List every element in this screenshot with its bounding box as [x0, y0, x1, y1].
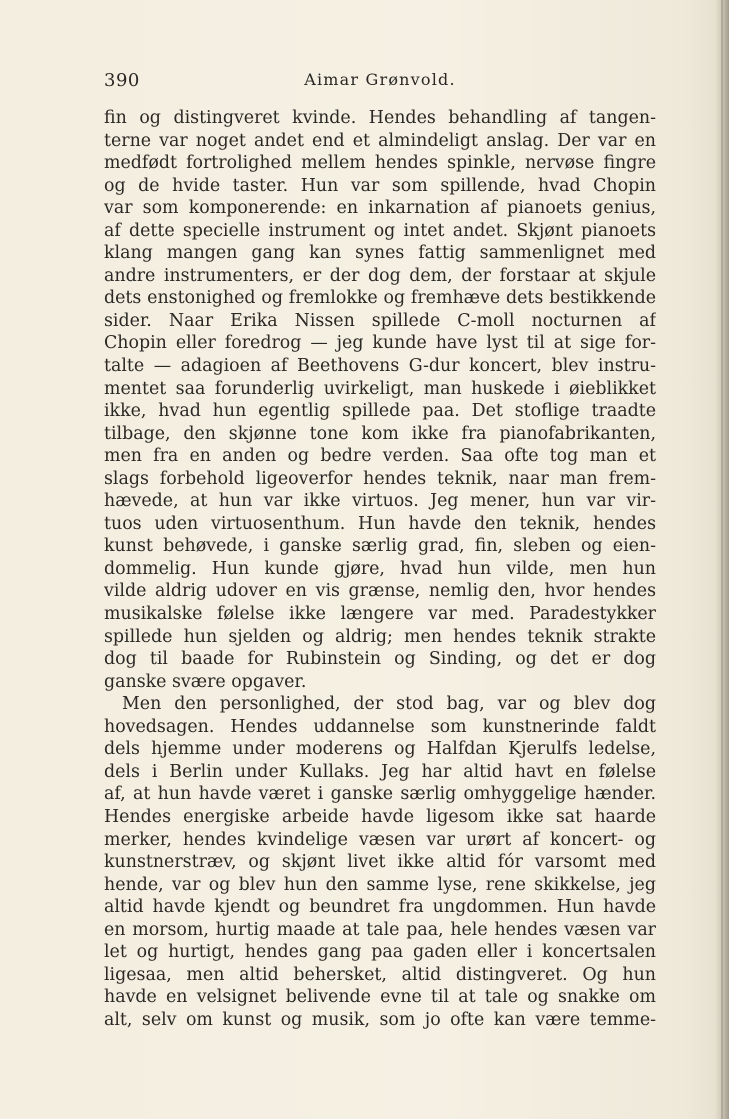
body-text: [104, 107, 656, 1031]
text-line: og de hvide taster. Hun var som spillende, hvad Chopin: [104, 175, 656, 196]
text-line: dog til baade for Rubinstein og Sinding, og det er dog: [104, 649, 656, 670]
text-line: terne var noget andet end et almindeligt anslag. Der var en: [104, 130, 656, 151]
text-line: hende, var og blev hun den samme lyse, rene skikkelse, jeg: [104, 874, 656, 895]
text-line: spillede hun sjelden og aldrig; men hendes teknik strakte: [104, 626, 656, 647]
text-line: klang mangen gang kan synes fattig sammenlignet med: [104, 243, 656, 264]
text-line: vilde aldrig udover en vis grænse, nemlig den, hvor hendes: [104, 581, 656, 602]
page-number: 390: [104, 70, 140, 91]
text-line: hævede, at hun var ikke virtuos. Jeg mener, hun var vir-: [104, 491, 656, 512]
text-line: ikke, hvad hun egentlig spillede paa. Det stoflige traadte: [104, 401, 656, 422]
text-line: var som komponerende: en inkarnation af pianoets genius,: [104, 198, 656, 219]
text-line: dels hjemme under moderens og Halfdan Kjerulfs ledelse,: [104, 739, 656, 760]
running-head: Aimar Grønvold.: [304, 70, 456, 89]
text-line: sider. Naar Erika Nissen spillede C-moll nocturnen af: [104, 310, 656, 331]
text-line: ganske svære opgaver.: [104, 671, 307, 692]
text-line: kunstnerstræv, og skjønt livet ikke altid fór varsomt med: [104, 852, 656, 873]
page-edge-line: [721, 0, 723, 1119]
text-line: hovedsagen. Hendes uddannelse som kunstnerinde faldt: [104, 716, 656, 737]
text-line: ligesaa, men altid behersket, altid distingveret. Og hun: [104, 964, 656, 985]
text-line: Men den personlighed, der stod bag, var og blev dog: [122, 694, 656, 715]
text-line: Chopin eller foredrog — jeg kunde have lyst til at sige for-: [104, 333, 656, 354]
text-line: musikalske følelse ikke længere var med. Paradestykker: [104, 604, 656, 625]
text-line: andre instrumenters, er der dog dem, der forstaar at skjule: [104, 265, 656, 286]
text-line: dels i Berlin under Kullaks. Jeg har altid havt en følelse: [104, 761, 656, 782]
text-line: dommelig. Hun kunde gjøre, hvad hun vilde, men hun: [104, 558, 656, 579]
text-line: dets enstonighed og fremlokke og fremhæve dets bestikkende: [104, 288, 656, 309]
text-line: mentet saa forunderlig uvirkeligt, man huskede i øieblikket: [104, 378, 656, 399]
text-line: af, at hun havde været i ganske særlig omhyggelige hænder.: [104, 784, 656, 805]
text-line: havde en velsignet belivende evne til at tale og snakke om: [104, 987, 656, 1008]
text-line: fin og distingveret kvinde. Hendes behandling af tangen-: [104, 108, 656, 128]
text-line: medfødt fortrolighed mellem hendes spinkle, nervøse fingre: [104, 153, 656, 174]
page-header: [104, 68, 656, 96]
text-line: Hendes energiske arbeide havde ligesom ikke sat haarde: [104, 806, 656, 827]
text-line: altid havde kjendt og beundret fra ungdommen. Hun havde: [104, 897, 656, 918]
text-line: talte — adagioen af Beethovens G-dur koncert, blev instru-: [104, 356, 656, 377]
text-line: let og hurtigt, hendes gang paa gaden eller i koncertsalen: [104, 942, 656, 963]
text-line: slags forbehold ligeoverfor hendes teknik, naar man frem-: [104, 468, 656, 489]
text-line: men fra en anden og bedre verden. Saa ofte tog man et: [104, 446, 656, 467]
text-line: en morsom, hurtig maade at tale paa, hele hendes væsen var: [104, 919, 656, 940]
text-line: kunst behøvede, i ganske særlig grad, fin, sleben og eien-: [104, 536, 656, 557]
text-line: tilbage, den skjønne tone kom ikke fra pianofabrikanten,: [104, 423, 656, 444]
text-line: merker, hendes kvindelige væsen var urørt af koncert- og: [104, 829, 656, 850]
text-line: alt, selv om kunst og musik, som jo ofte kan være temme-: [104, 1009, 656, 1030]
text-line: tuos uden virtuosenthum. Hun havde den teknik, hendes: [104, 513, 656, 534]
text-line: af dette specielle instrument og intet andet. Skjønt pianoets: [104, 220, 656, 241]
